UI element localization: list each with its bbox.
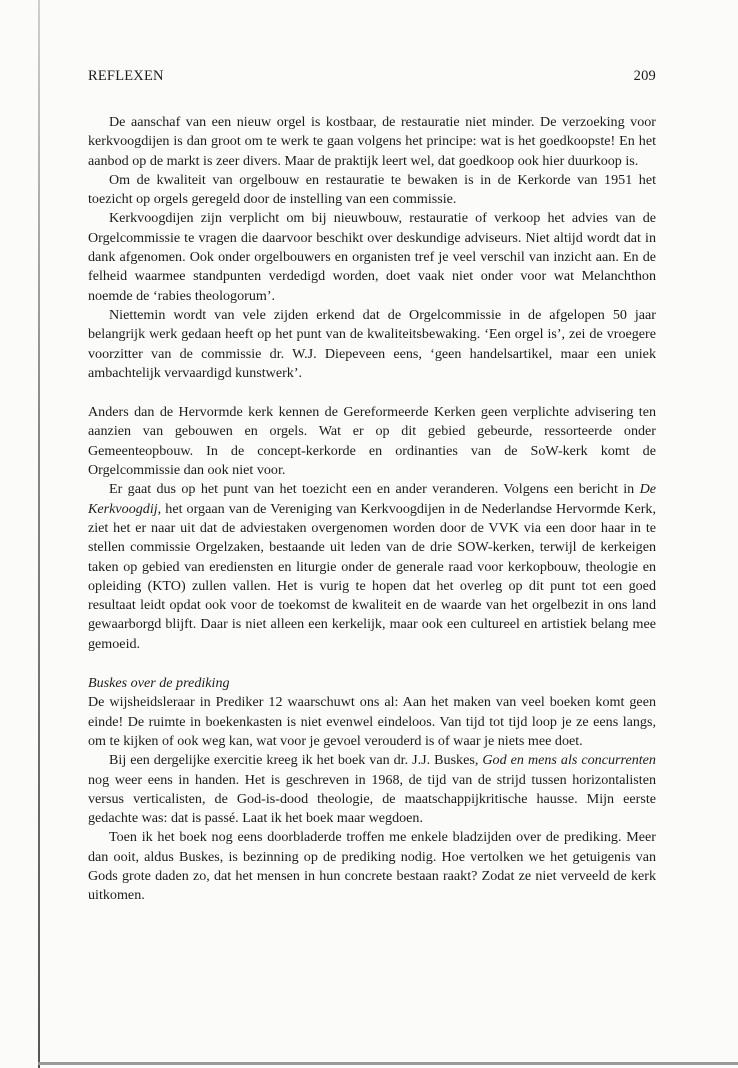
text-run: nog weer eens in handen. Het is geschreven in 1968, de tijd van de strijd tussen horizontalisten versus verticalisten, de God-is-dood theologie, de maatschappijkritische hausse. Mijn eerste gedachte was: dat is passé. Laat ik het boek maar wegdoen. bbox=[88, 771, 656, 827]
paragraph: Toen ik het boek nog eens doorbladerde troffen me enkele bladzijden over de prediking. Meer dan ooit, aldus Buskes, is bezinning op de prediking nodig. Hoe vertolken we het getuigenis van Gods grote daden zo, dat het mensen in hun concrete bestaan raakt? Zodat ze niet verveeld de kerk uitkomen. bbox=[88, 829, 656, 904]
paragraph bbox=[88, 480, 656, 654]
section-gap bbox=[88, 383, 656, 403]
page-left-edge bbox=[38, 0, 40, 1068]
paragraph: Kerkvoogdijen zijn verplicht om bij nieuwbouw, restauratie of verkoop het advies van de Orgelcommissie te vragen die daarvoor beschikt over deskundige adviseurs. Niet altijd wordt dat in dank afgenomen. Ook onder orgelbouwers en organisten tref je veel verschil van inzicht aan. En de felheid waarmee standpunten verdedigd worden, doet vaak niet onder voor wat Melanchthon noemde de ‘rabies theologorum’. bbox=[88, 210, 656, 304]
paragraph: Anders dan de Hervormde kerk kennen de Gereformeerde Kerken geen verplichte advisering ten aanzien van gebouwen en orgels. Wat er op dit gebied gebeurde, ressorteerde onder Gemeenteopbouw. In de concept-kerkorde en ordinanties van de SoW-kerk komt de Orgelcommissie dan ook niet voor. bbox=[88, 404, 656, 479]
section-heading: Buskes over de prediking bbox=[88, 675, 230, 692]
book-title: God en mens als concurrenten bbox=[482, 752, 656, 769]
page-number: 209 bbox=[633, 68, 656, 84]
text-run: Bij een dergelijke exercitie kreeg ik het boek van dr. J.J. Buskes, bbox=[109, 752, 483, 769]
running-header bbox=[88, 68, 656, 90]
paragraph: Om de kwaliteit van orgelbouw en restauratie te bewaken is in de Kerkorde van 1951 het toezicht op orgels geregeld door de instelling van een commissie. bbox=[88, 171, 656, 208]
text-run: Er gaat dus op het punt van het toezicht een en ander veranderen. Volgens een bericht in bbox=[109, 481, 640, 498]
page-bottom-edge bbox=[38, 1062, 738, 1065]
paragraph bbox=[88, 751, 656, 828]
paragraph: Niettemin wordt van vele zijden erkend dat de Orgelcommissie in de afgelopen 50 jaar belangrijk werk gedaan heeft op het punt van de kwaliteitsbewaking. ‘Een orgel is’, zei de vroegere voorzitter van de commissie dr. W.J. Diepeveen eens, ‘geen handelsartikel, maar een uniek ambachtelijk vervaardigd kunstwerk’. bbox=[88, 306, 656, 381]
text-run: het orgaan van de Vereniging van Kerkvoogdijen in de Nederlandse Hervormde Kerk, ziet het er naar uit dat de adviestaken overgenomen worden door de VVK via een door haar in te stellen commissie Orgelzaken, bestaande uit leden van de drie SOW-kerken, terwijl de kerkeigen taken op gebied van erediensten en liturgie onder de generale raad voor kerkopbouw, theologie en opleiding (KTO) zullen vallen. Het is vurig te hopen dat het overleg op dit punt tot een goed resultaat leidt opdat ook voor de toekomst de kwaliteit en de waarde van het orgelbezit in ons land gewaarborgd blijft. Daar is niet alleen een kerkelijk, maar ook een cultureel en artistiek belang mee gemoeid. bbox=[88, 500, 656, 652]
publication-title: De Kerkvoogdij, bbox=[88, 481, 656, 517]
paragraph: De aanschaf van een nieuw orgel is kostbaar, de restauratie niet minder. De verzoeking voor kerkvoogdijen is dan groot om te werk te gaan volgens het principe: wat is het goedkoopste! En het aanbod op de markt is zeer divers. Maar de praktijk leert wel, dat goedkoop ook hier duurkoop is. bbox=[88, 114, 656, 169]
section-gap bbox=[88, 654, 656, 674]
page-body bbox=[88, 113, 656, 906]
paragraph: De wijsheidsleraar in Prediker 12 waarschuwt ons al: Aan het maken van veel boeken komt geen einde! De ruimte in boekenkasten is niet evenwel eindeloos. Van tijd tot tijd loop je ze eens langs, om te kijken of ook weg kan, wat voor je gevoel verouderd is of waar je niets mee doet. bbox=[88, 694, 656, 749]
running-title: REFLEXEN bbox=[88, 68, 164, 84]
